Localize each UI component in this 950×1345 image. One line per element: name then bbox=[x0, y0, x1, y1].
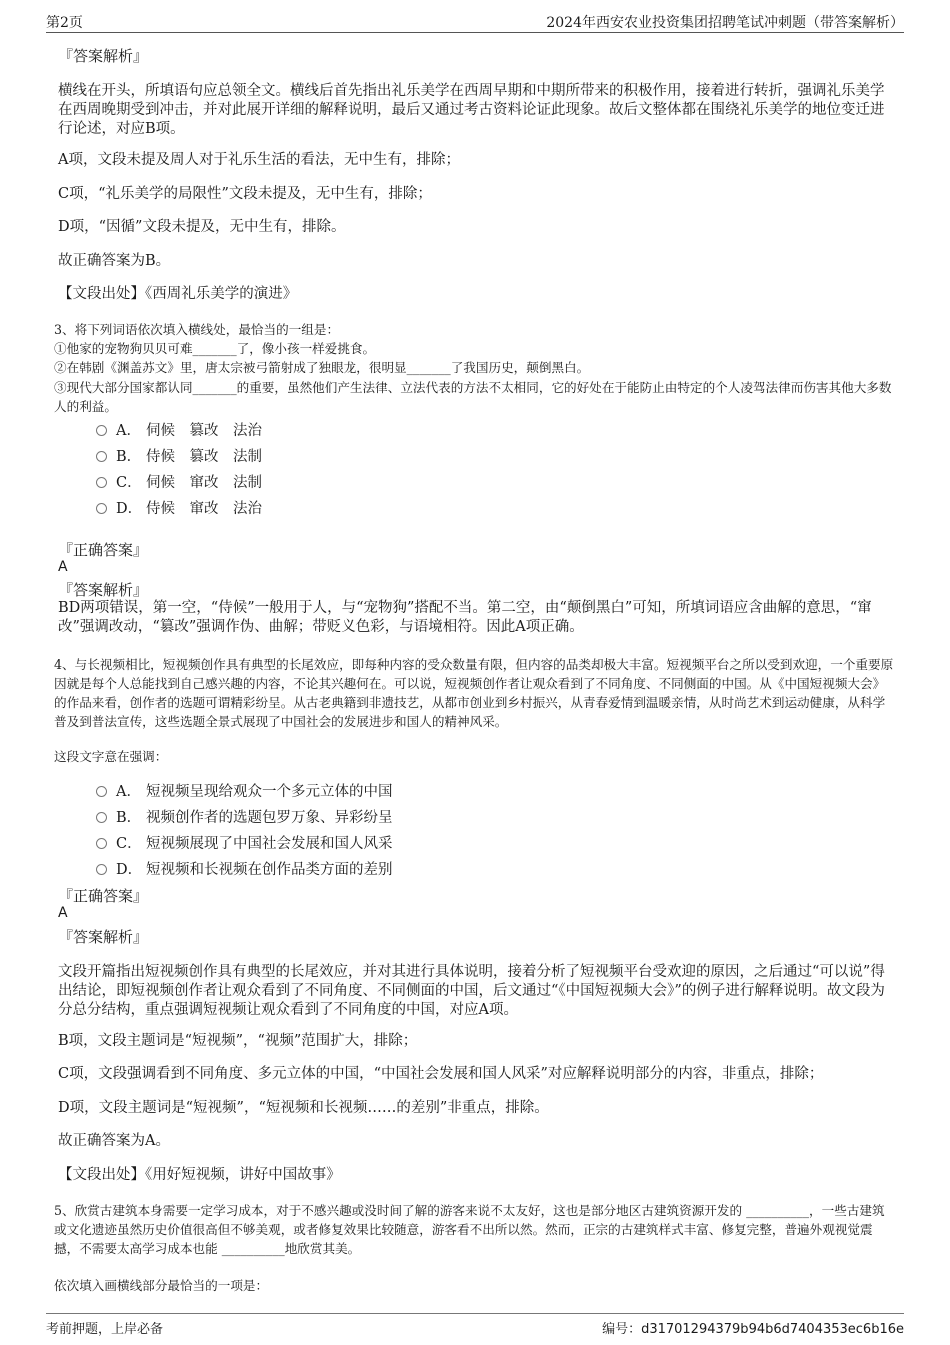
document-title: 2024年西安农业投资集团招聘笔试冲刺题（带答案解析） bbox=[546, 15, 904, 31]
q4-conclusion: 故正确答案为A。 bbox=[58, 1133, 170, 1149]
q3-option-c[interactable]: C． 伺候 窜改 法制 bbox=[96, 473, 816, 493]
q4-option-b-note: B项，文段主题词是“短视频”，“视频”范围扩大，排除； bbox=[58, 1033, 418, 1049]
q4-analysis-text: 文段开篇指出短视频创作具有典型的长尾效应，并对其进行具体说明，接着分析了短视频平台受欢迎的原因，之后通过“可以说”得出结论，即短视频创作者让观众看到了不同角度、不同侧面的中国，后文通过“《中国短视频大会》”的例子进行解释说明。故文段为分总分结构，重点强调短视频让观众看到了不同角度的中国，对应A项。 bbox=[58, 964, 885, 1018]
q5-prompt: 依次填入画横线部分最恰当的一项是： bbox=[54, 1278, 269, 1293]
q2-option-d-note: D项，“因循”文段未提及，无中生有，排除。 bbox=[58, 219, 346, 235]
q3-correct-label: 『正确答案』 bbox=[58, 541, 149, 559]
q5-stem: 5、欣赏古建筑本身需要一定学习成本，对于不感兴趣或没时间了解的游客来说不太友好，这也是部分地区古建筑资源开发的 __________，一些古建筑或文化遗迹虽然历史价值很高但不够美观，或者修复效果比较随意，游客看不出所以然。然而，正宗的古建筑样式丰富、修复完整，普遍外观视觉震撼，不需要太高学习成本也能 __________地欣赏其美。 bbox=[54, 1203, 885, 1256]
q4-analysis-label: 『答案解析』 bbox=[58, 928, 149, 946]
q3-sentence-2: ②在韩剧《渊盖苏文》里，唐太宗被弓箭射成了独眼龙，很明显_______了我国历史，颠倒黑白。 bbox=[54, 360, 590, 375]
q3-option-a[interactable]: A． 伺候 篡改 法治 bbox=[96, 421, 816, 441]
q4-prompt: 这段文字意在强调： bbox=[54, 749, 168, 764]
q4-option-c[interactable]: C． 短视频展现了中国社会发展和国人风采 bbox=[96, 834, 816, 854]
radio-icon[interactable] bbox=[96, 864, 107, 875]
radio-icon[interactable] bbox=[96, 812, 107, 823]
q4-correct-label: 『正确答案』 bbox=[58, 887, 149, 905]
radio-icon[interactable] bbox=[96, 425, 107, 436]
q4-stem: 4、与长视频相比，短视频创作具有典型的长尾效应，即每种内容的受众数量有限，但内容的品类却极大丰富。短视频平台之所以受到欢迎，一个重要原因就是每个人总能找到自己感兴趣的内容，不论其兴趣何在。可以说，短视频创作者让观众看到了不同角度、不同侧面的中国。从《中国短视频大会》的作品来看，创作者的选题可谓精彩纷呈。从古老典籍到非遗技艺，从都市创业到乡村振兴，从青春爱情到温暖亲情，从时尚艺术到运动健康，从科学普及到普法宣传，这些选题全景式展现了中国社会的发展进步和国人的精神风采。 bbox=[54, 657, 894, 729]
q2-conclusion: 故正确答案为B。 bbox=[58, 253, 171, 269]
q4-correct-answer: A bbox=[58, 905, 68, 921]
q3-correct-answer: A bbox=[58, 559, 68, 575]
radio-icon[interactable] bbox=[96, 838, 107, 849]
q2-analysis-label: 『答案解析』 bbox=[58, 47, 149, 65]
q2-source: 【文段出处】《西周礼乐美学的演进》 bbox=[58, 286, 298, 302]
q3-sentence-3: ③现代大部分国家都认同_______的重要，虽然他们产生法律、立法代表的方法不太相同，它的好处在于能防止由特定的个人凌驾法律而伤害其他大多数人的利益。 bbox=[54, 380, 892, 414]
q2-option-a-note: A项，文段未提及周人对于礼乐生活的看法，无中生有，排除； bbox=[58, 152, 460, 168]
radio-icon[interactable] bbox=[96, 503, 107, 514]
footer-slogan: 考前押题，上岸必备 bbox=[46, 1322, 164, 1337]
page-number: 第2页 bbox=[46, 15, 83, 31]
q4-option-d[interactable]: D． 短视频和长视频在创作品类方面的差别 bbox=[96, 860, 816, 880]
radio-icon[interactable] bbox=[96, 477, 107, 488]
q4-option-d-note: D项，文段主题词是“短视频”，“短视频和长视频……的差别”非重点，排除。 bbox=[58, 1100, 549, 1116]
q2-option-c-note: C项，“礼乐美学的局限性”文段未提及，无中生有，排除； bbox=[58, 186, 432, 202]
q3-stem: 3、将下列词语依次填入横线处，最恰当的一组是： bbox=[54, 322, 340, 337]
document-code-value: d31701294379b94b6d7404353ec6b16e bbox=[641, 1322, 904, 1337]
radio-icon[interactable] bbox=[96, 451, 107, 462]
page-footer bbox=[46, 1313, 904, 1338]
q2-analysis-text: 横线在开头，所填语句应总领全文。横线后首先指出礼乐美学在西周早期和中期所带来的积极作用，接着进行转折，强调礼乐美学在西周晚期受到冲击，并对此展开详细的解释说明，最后又通过考古资料论证此现象。故后文整体都在围绕礼乐美学的地位变迁进行论述，对应B项。 bbox=[58, 83, 885, 137]
document-code-label: 编号： bbox=[602, 1322, 642, 1337]
page-header bbox=[46, 10, 904, 33]
q3-analysis-text: BD两项错误，第一空，“侍候”一般用于人，与“宠物狗”搭配不当。第二空，由“颠倒黑白”可知，所填词语应含曲解的意思，“窜改”强调改动，“篡改”强调作伪、曲解；带贬义色彩，与语境相符。因此A项正确。 bbox=[58, 600, 872, 635]
q4-option-c-note: C项，文段强调看到不同角度、多元立体的中国，“中国社会发展和国人风采”对应解释说明部分的内容，非重点，排除； bbox=[58, 1066, 824, 1082]
document-code bbox=[602, 1318, 904, 1337]
q4-option-a[interactable]: A． 短视频呈现给观众一个多元立体的中国 bbox=[96, 782, 816, 802]
q4-option-b[interactable]: B． 视频创作者的选题包罗万象、异彩纷呈 bbox=[96, 808, 816, 828]
q3-analysis-label: 『答案解析』 bbox=[58, 581, 149, 599]
q3-option-d[interactable]: D． 侍候 窜改 法治 bbox=[96, 499, 816, 519]
q3-option-b[interactable]: B． 侍候 篡改 法制 bbox=[96, 447, 816, 467]
radio-icon[interactable] bbox=[96, 786, 107, 797]
q4-source: 【文段出处】《用好短视频，讲好中国故事》 bbox=[58, 1167, 341, 1183]
q3-sentence-1: ①他家的宠物狗贝贝可难_______了，像小孩一样爱挑食。 bbox=[54, 341, 376, 356]
